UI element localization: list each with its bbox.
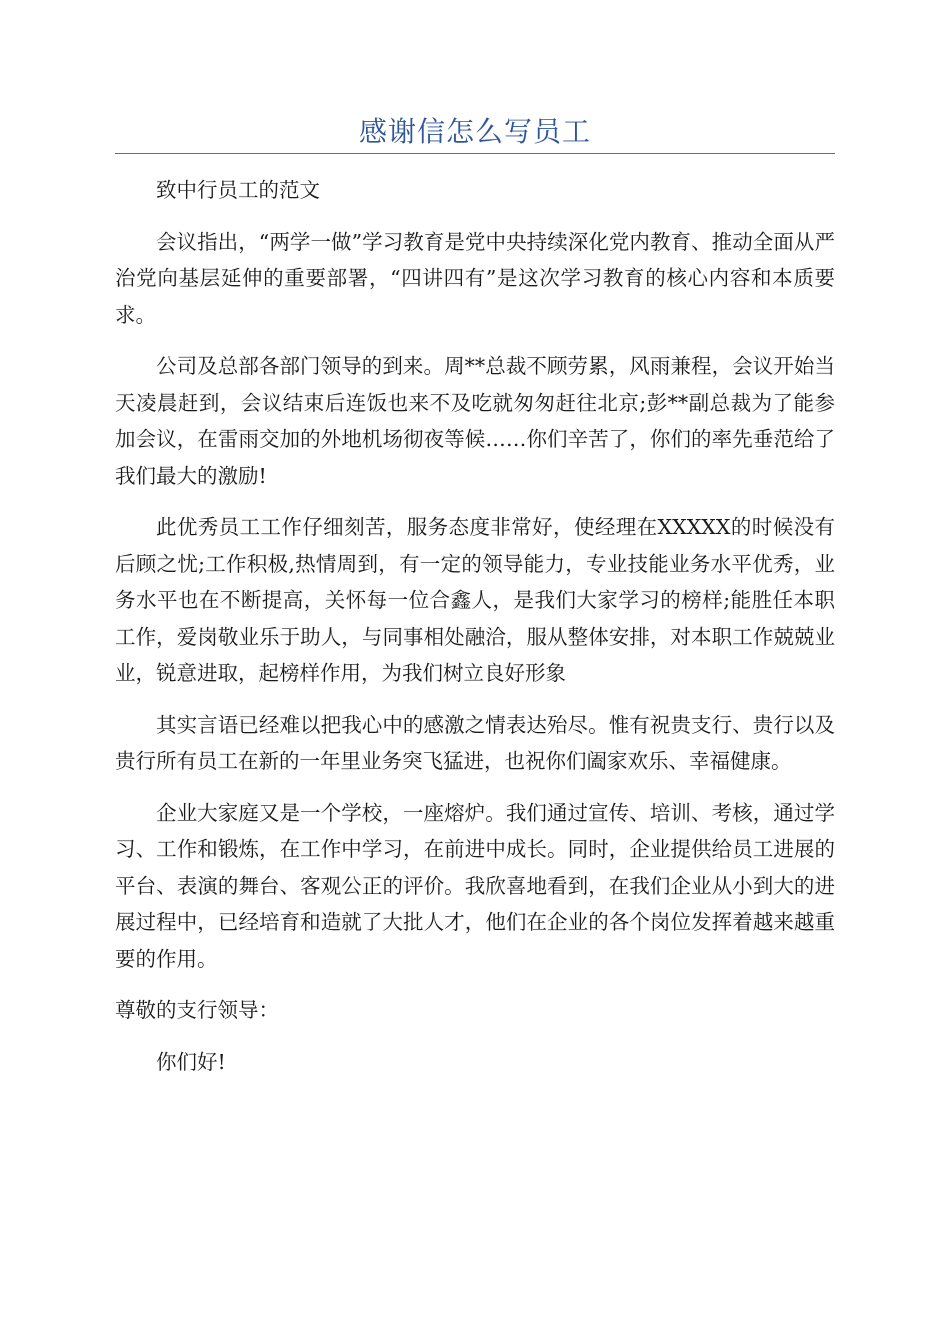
paragraph: 企业大家庭又是一个学校，一座熔炉。我们通过宣传、培训、考核，通过学习、工作和锻炼，在工作中学习，在前进中成长。同时，企业提供给员工进展的平台、表演的舞台、客观公正的评价。我欣喜地看到，在我们企业从小到大的进展过程中，已经培育和造就了大批人才，他们在企业的各个岗位发挥着越来越重要的作用。	[115, 800, 835, 971]
paragraph: 会议指出，“两学一做”学习教育是党中央持续深化党内教育、推动全面从严治党向基层延伸的重要部署，“四讲四有”是这次学习教育的核心内容和本质要求。	[115, 229, 835, 327]
document-body	[115, 172, 835, 1095]
title-underline	[115, 153, 835, 154]
document-title: 感谢信怎么写员工	[358, 115, 591, 148]
paragraph: 公司及总部各部门领导的到来。周**总裁不顾劳累，风雨兼程，会议开始当天凌晨赶到，会议结束后连饭也来不及吃就匆匆赶往北京;彭**副总裁为了能参加会议，在雷雨交加的外地机场彻夜等候……你们辛苦了，你们的率先垂范给了我们最大的激励!	[115, 354, 835, 488]
paragraph: 此优秀员工工作仔细刻苦，服务态度非常好，使经理在XXXXX的时候没有后顾之忧;工作积极,热情周到，有一定的领导能力，专业技能业务水平优秀，业务水平也在不断提高，关怀每一位合鑫人，是我们大家学习的榜样;能胜任本职工作，爱岗敬业乐于助人，与同事相处融洽，服从整体安排，对本职工作兢兢业业，锐意进取，起榜样作用，为我们树立良好形象	[115, 515, 835, 685]
paragraph-subtitle: 致中行员工的范文	[156, 178, 320, 202]
greeting: 你们好!	[156, 1049, 226, 1074]
paragraph: 其实言语已经难以把我心中的感激之情表达殆尽。惟有祝贵支行、贵行以及贵行所有员工在新的一年里业务突飞猛进，也祝你们阖家欢乐、幸福健康。	[115, 712, 835, 773]
salutation: 尊敬的支行领导：	[115, 998, 279, 1022]
